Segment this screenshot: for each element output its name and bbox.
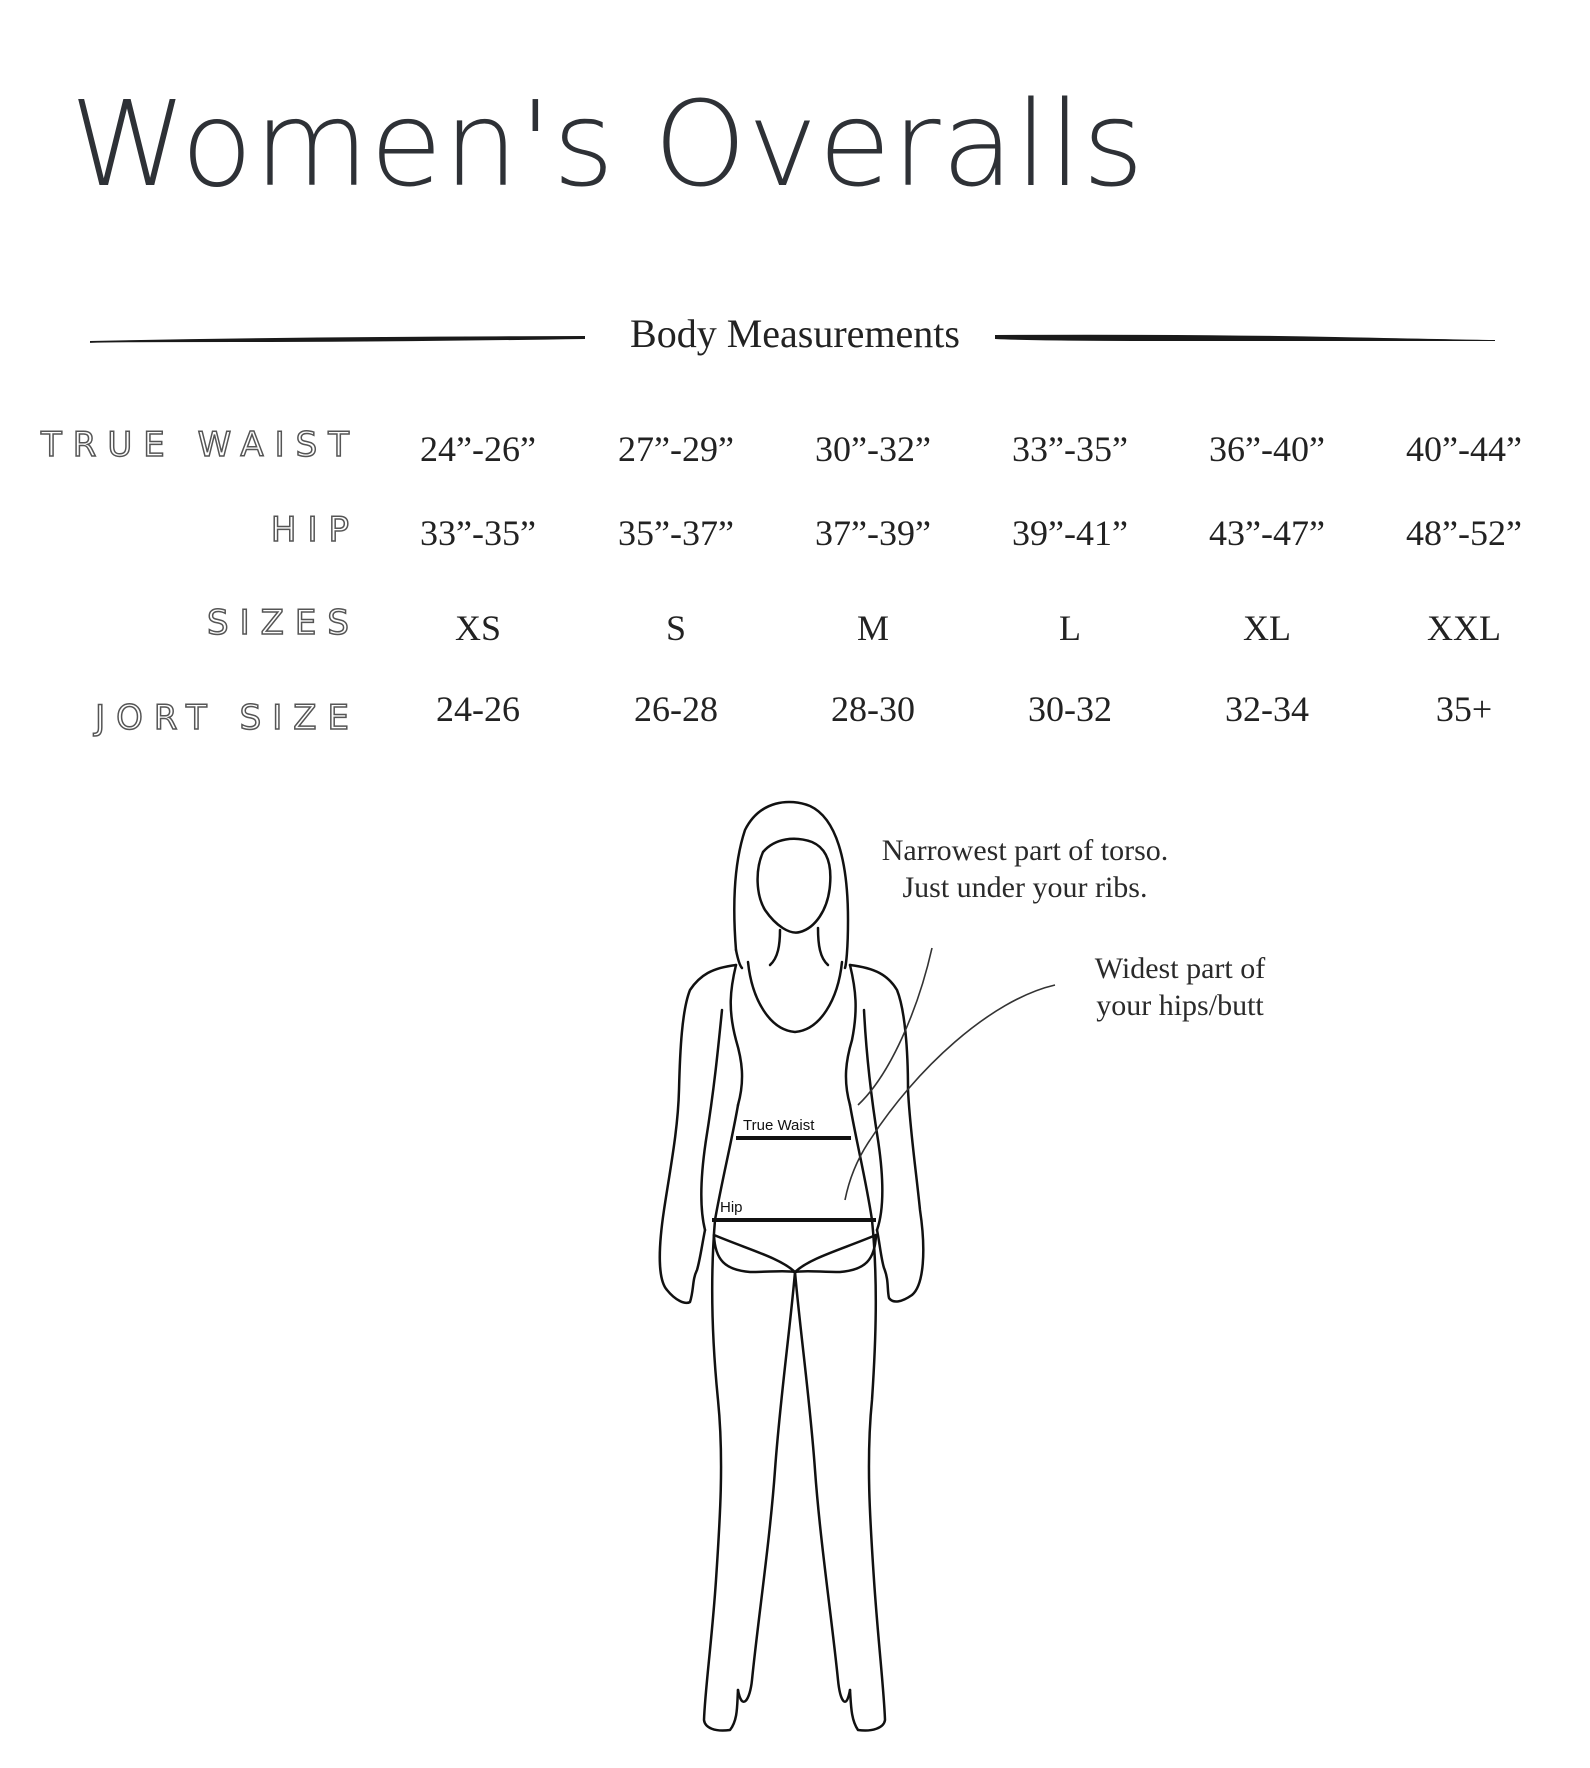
row-label-jort-size: JORT SIZE [95, 698, 360, 738]
true-waist-tag: True Waist [743, 1117, 815, 1134]
tank-top-right [846, 965, 856, 1105]
size-cell: S [665, 608, 687, 648]
row-label-true-waist: TRUE WAIST [41, 425, 360, 465]
waist-note [880, 832, 1170, 906]
size-cell: M [856, 608, 889, 648]
hip-cell: 37”-39” [815, 513, 931, 553]
waist-note-line-2: Just under your ribs. [902, 871, 1148, 904]
jort-size-cell: 24-26 [436, 689, 520, 729]
left-leg-outer [704, 1220, 738, 1731]
jort-size-cell: 35+ [1435, 689, 1493, 729]
page-title: Women's Overalls [70, 75, 1145, 213]
torso-right [850, 1105, 872, 1220]
hip-note [1085, 950, 1275, 1024]
true-waist-cell: 40”-44” [1406, 429, 1522, 469]
waist-note-line-1: Narrowest part of torso. [881, 834, 1169, 867]
hip-cell: 39”-41” [1012, 513, 1128, 553]
hip-note-line-2: your hips/butt [1096, 989, 1264, 1022]
hip-cell: 33”-35” [420, 513, 536, 553]
size-cell: XXL [1427, 608, 1501, 648]
size-cell: XL [1243, 608, 1291, 648]
true-waist-cell: 27”-29” [618, 429, 734, 469]
jort-size-cell: 26-28 [634, 689, 718, 729]
hip-cell: 48”-52” [1406, 513, 1522, 553]
size-cell: XS [454, 608, 502, 648]
left-arm-outer [660, 965, 736, 1303]
jort-size-cell: 28-30 [831, 689, 915, 729]
row-label-sizes: SIZES [207, 603, 360, 643]
right-leg-inner [795, 1272, 850, 1702]
row-label-hip: HIP [270, 510, 360, 550]
true-waist-cell: 30”-32” [815, 429, 931, 469]
size-cell: L [1059, 608, 1081, 648]
right-arm-inner [864, 1010, 882, 1230]
right-leg-outer [850, 1220, 885, 1731]
section-title: Body Measurements [630, 311, 960, 356]
hip-pointer-line [845, 985, 1055, 1200]
jort-size-cell: 30-32 [1028, 689, 1112, 729]
hip-note-line-1: Widest part of [1094, 952, 1266, 985]
tank-top-neckline [748, 962, 842, 1032]
hip-cell: 35”-37” [618, 513, 734, 553]
tank-top-left [731, 965, 742, 1105]
true-waist-cell: 33”-35” [1012, 429, 1128, 469]
true-waist-cell: 24”-26” [420, 429, 536, 469]
hip-cell: 43”-47” [1209, 513, 1325, 553]
jort-size-cell: 32-34 [1225, 689, 1309, 729]
underwear-waistband [714, 1235, 876, 1272]
face-outline [758, 839, 831, 933]
hip-tag: Hip [720, 1199, 743, 1216]
left-leg-inner [738, 1272, 795, 1702]
true-waist-cell: 36”-40” [1209, 429, 1325, 469]
